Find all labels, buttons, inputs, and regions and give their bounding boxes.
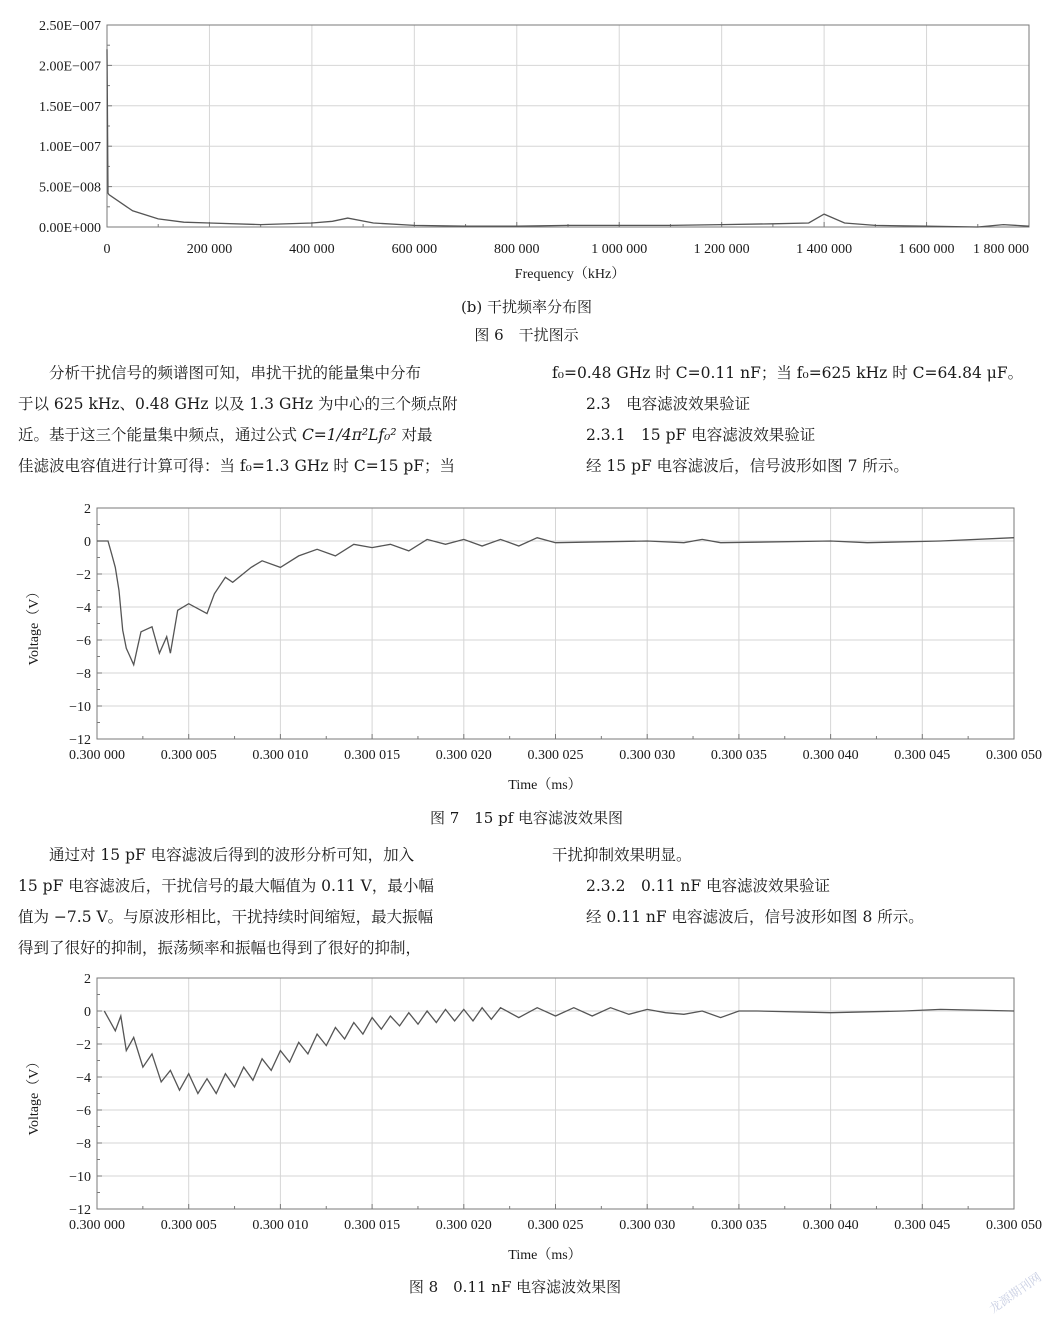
x-tick-label: 0.300 005 bbox=[160, 748, 217, 763]
x-tick-label: 0.300 005 bbox=[160, 1218, 217, 1233]
x-tick-label: 0.300 000 bbox=[69, 748, 125, 763]
figure8-series-line bbox=[104, 1008, 1014, 1094]
y-tick-label: −6 bbox=[76, 1104, 91, 1119]
y-tick-label: 2.00E−007 bbox=[39, 59, 101, 75]
y-tick-label: 0 bbox=[84, 535, 91, 550]
x-tick-label: 200 000 bbox=[186, 242, 233, 257]
heading-2-3-1: 2.3.1 15 pF 电容滤波效果验证 bbox=[586, 426, 816, 444]
para2-right-line1: 干扰抑制效果明显。 bbox=[552, 846, 692, 864]
y-tick-label: 5.00E−008 bbox=[39, 180, 101, 196]
x-tick-label: 0.300 040 bbox=[802, 1218, 859, 1233]
y-tick-label: −2 bbox=[76, 568, 91, 583]
figure8-xlabel: Time（ms） bbox=[508, 1248, 582, 1263]
x-tick-label: 0.300 010 bbox=[252, 1218, 309, 1233]
x-tick-label: 0.300 040 bbox=[802, 748, 859, 763]
figure6-caption: 图 6 干扰图示 bbox=[474, 326, 579, 344]
x-tick-label: 0.300 010 bbox=[252, 748, 309, 763]
para1-right-line4: 经 15 pF 电容滤波后，信号波形如图 7 所示。 bbox=[586, 457, 909, 475]
y-tick-label: −8 bbox=[76, 1137, 91, 1152]
para1-left-line3b: 对最 bbox=[396, 426, 433, 444]
x-tick-label: 0.300 025 bbox=[527, 748, 584, 763]
x-tick-label: 0.300 015 bbox=[344, 748, 401, 763]
para1-left-line1: 分析干扰信号的频谱图可知，串扰干扰的能量集中分布 bbox=[49, 364, 422, 382]
para2-left-column bbox=[18, 840, 510, 964]
para2-left-line1: 通过对 15 pF 电容滤波后得到的波形分析可知，加入 bbox=[49, 846, 415, 864]
para1-left-line4: 佳滤波电容值进行计算可得：当 f₀=1.3 GHz 时 C=15 pF；当 bbox=[18, 457, 456, 475]
para2-left-line3: 值为 −7.5 V。与原波形相比，干扰持续时间缩短，最大振幅 bbox=[18, 908, 434, 926]
y-tick-label: 2.50E−007 bbox=[39, 19, 101, 34]
y-tick-label: −4 bbox=[76, 601, 91, 616]
x-tick-label: 0.300 030 bbox=[619, 748, 676, 763]
y-tick-label: −8 bbox=[76, 667, 91, 682]
x-tick-label: 0.300 050 bbox=[986, 748, 1042, 763]
para1-left-line3a: 近。基于这三个能量集中频点，通过公式 bbox=[18, 426, 302, 444]
x-tick-label: 0.300 050 bbox=[986, 1218, 1042, 1233]
x-tick-label: 1 200 000 bbox=[693, 242, 750, 257]
figure6b-frame bbox=[107, 25, 1029, 227]
figure6b-ticks bbox=[39, 19, 1029, 257]
figure7-ylabel: Voltage（V） bbox=[27, 584, 42, 666]
figure7-caption: 图 7 15 pf 电容滤波效果图 bbox=[429, 809, 624, 827]
x-tick-label: 400 000 bbox=[289, 242, 335, 257]
x-tick-label: 0.300 030 bbox=[619, 1218, 676, 1233]
figure6b-chart bbox=[0, 0, 1053, 290]
figure7-chart bbox=[0, 495, 1053, 800]
para1-left-line3 bbox=[18, 420, 510, 451]
y-tick-label: −6 bbox=[76, 634, 91, 649]
figure6b-subcaption: (b) 干扰频率分布图 bbox=[460, 298, 593, 316]
x-tick-label: 0.300 035 bbox=[710, 1218, 767, 1233]
y-tick-label: 2 bbox=[84, 502, 91, 517]
figure6b-series-line bbox=[107, 49, 1029, 227]
x-tick-label: 600 000 bbox=[391, 242, 438, 257]
para1-left-column bbox=[18, 358, 510, 482]
para2-left-line2: 15 pF 电容滤波后，干扰信号的最大幅值为 0.11 V，最小幅 bbox=[18, 877, 434, 895]
y-tick-label: −10 bbox=[69, 1170, 91, 1185]
figure7-xlabel: Time（ms） bbox=[508, 778, 582, 793]
x-tick-label: 0.300 045 bbox=[894, 748, 951, 763]
x-tick-label: 0.300 000 bbox=[69, 1218, 125, 1233]
y-tick-label: 0 bbox=[84, 1005, 91, 1020]
x-tick-label: 0.300 045 bbox=[894, 1218, 951, 1233]
formula: C=1/4π²Lf₀² bbox=[301, 426, 397, 444]
x-tick-label: 0 bbox=[103, 242, 111, 257]
x-tick-label: 800 000 bbox=[494, 242, 540, 257]
y-tick-label: 2 bbox=[84, 972, 91, 987]
watermark-logo: 龙源期刊网 bbox=[986, 1269, 1044, 1316]
para1-right-line1: f₀=0.48 GHz 时 C=0.11 nF；当 f₀=625 kHz 时 C=64.84 μF。 bbox=[552, 364, 1024, 382]
para2-left-line4: 得到了很好的抑制，振荡频率和振幅也得到了很好的抑制， bbox=[18, 939, 422, 957]
x-tick-label: 0.300 020 bbox=[435, 748, 492, 763]
figure8-caption: 图 8 0.11 nF 电容滤波效果图 bbox=[408, 1278, 622, 1296]
figure6b-grid bbox=[107, 25, 1029, 227]
y-tick-label: −12 bbox=[69, 1203, 91, 1218]
figure8-chart bbox=[0, 965, 1053, 1270]
x-tick-label: 1 800 000 bbox=[973, 242, 1029, 257]
heading-2-3-2: 2.3.2 0.11 nF 电容滤波效果验证 bbox=[586, 877, 831, 895]
x-tick-label: 0.300 035 bbox=[710, 748, 767, 763]
y-tick-label: −12 bbox=[69, 733, 91, 748]
x-tick-label: 1 000 000 bbox=[591, 242, 648, 257]
heading-2-3: 2.3 电容滤波效果验证 bbox=[586, 395, 751, 413]
para1-right-column bbox=[552, 358, 1047, 482]
para1-left-line2: 于以 625 kHz、0.48 GHz 以及 1.3 GHz 为中心的三个频点附 bbox=[18, 395, 458, 413]
y-tick-label: 1.50E−007 bbox=[39, 99, 101, 115]
y-tick-label: 1.00E−007 bbox=[39, 140, 101, 156]
y-tick-label: −4 bbox=[76, 1071, 91, 1086]
y-tick-label: −2 bbox=[76, 1038, 91, 1053]
x-tick-label: 1 600 000 bbox=[898, 242, 955, 257]
para2-right-line3: 经 0.11 nF 电容滤波后，信号波形如图 8 所示。 bbox=[586, 908, 924, 926]
x-tick-label: 0.300 020 bbox=[435, 1218, 492, 1233]
x-tick-label: 0.300 015 bbox=[344, 1218, 401, 1233]
x-tick-label: 1 400 000 bbox=[796, 242, 853, 257]
figure8-grid bbox=[97, 978, 1014, 1209]
figure8-ylabel: Voltage（V） bbox=[27, 1054, 42, 1136]
y-tick-label: −10 bbox=[69, 700, 91, 715]
x-tick-label: 0.300 025 bbox=[527, 1218, 584, 1233]
y-tick-label: 0.00E+000 bbox=[39, 221, 101, 236]
figure6b-xlabel: Frequency（kHz） bbox=[514, 267, 626, 282]
para2-right-column bbox=[552, 840, 1047, 933]
